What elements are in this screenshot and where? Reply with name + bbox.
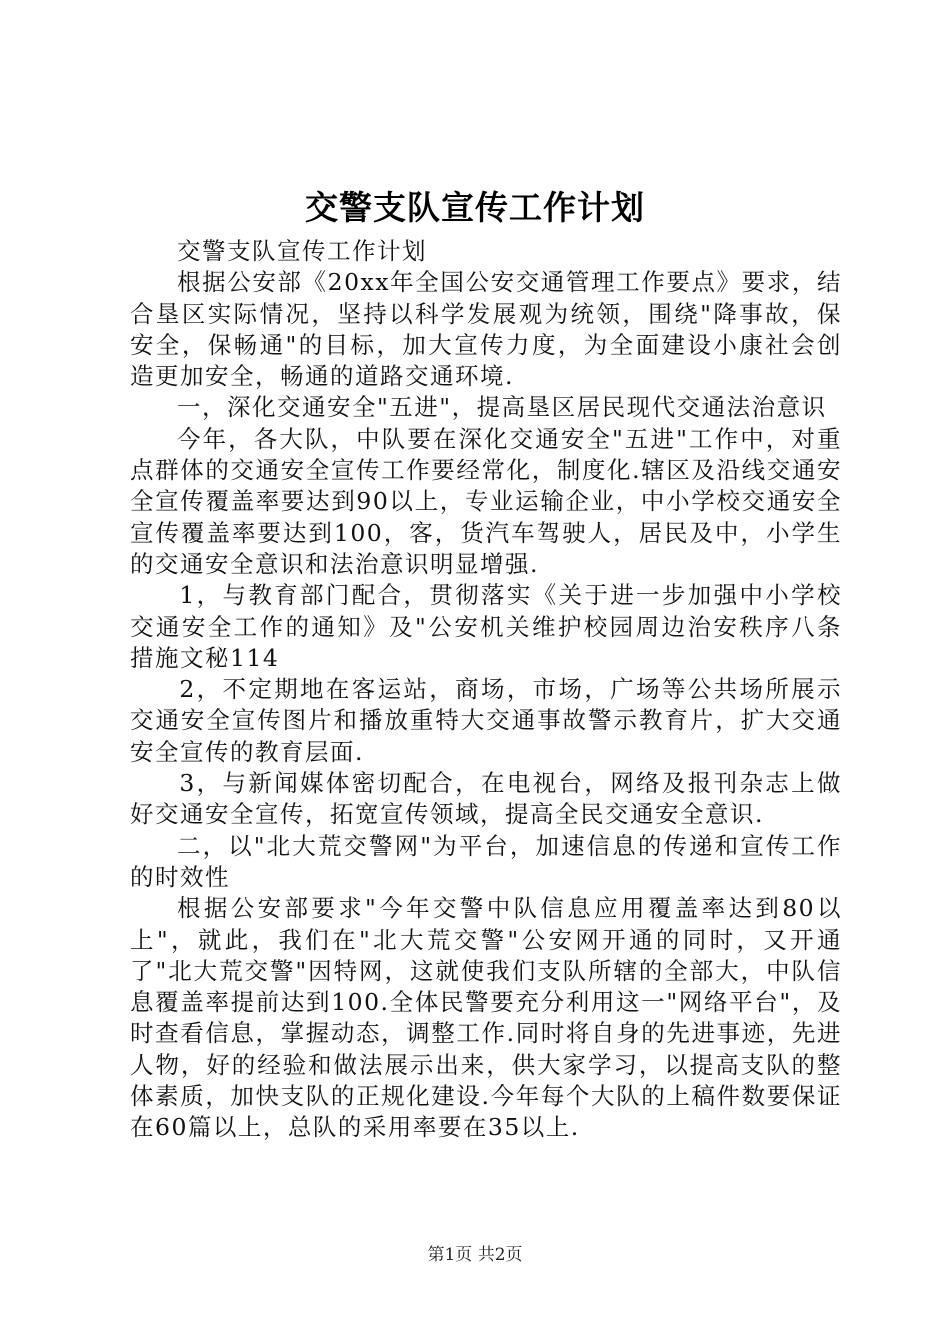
paragraph-section-1: 今年，各大队，中队要在深化交通安全"五进"工作中，对重点群体的交通安全宣传工作要经常化，制度化.辖区及沿线交通安全宣传覆盖率要达到90以上，专业运输企业，中小学校交通安全宣传覆盖率要达到100，客，货汽车驾驶人，居民及中，小学生的交通安全意识和法治意识明显增强. [130, 424, 842, 578]
paragraph-section-2: 根据公安部要求"今年交警中队信息应用覆盖率达到80以上"，就此，我们在"北大荒交警"公安网开通的同时，又开通了"北大荒交警"因特网，这就使我们支队所辖的全部大，中队信息覆盖率提前达到100.全体民警要充分利用这一"网络平台"，及时查看信息，掌握动态，调整工作.同时将自身的先进事迹，先进人物，好的经验和做法展示出来，供大家学习，以提高支队的整体素质，加快支队的正规化建设.今年每个大队的上稿件数要保证在60篇以上，总队的采用率要在35以上. [130, 894, 842, 1142]
page-footer: 第1页 共2页 [427, 1245, 523, 1265]
paragraph-subtitle: 交警支队宣传工作计划 [177, 237, 427, 265]
document-title: 交警支队宣传工作计划 [305, 188, 645, 227]
list-item-3: 3，与新闻媒体密切配合，在电视台，网络及报刊杂志上做好交通安全宣传，拓宽宣传领域，提高全民交通安全意识. [130, 769, 842, 829]
section-heading-2: 二，以"北大荒交警网"为平台，加速信息的传递和宣传工作的时效性 [130, 831, 842, 891]
list-item-1: 1，与教育部门配合，贯彻落实《关于进一步加强中小学校交通安全工作的通知》及"公安机关维护校园周边治安秩序八条措施文秘114 [130, 581, 842, 672]
paragraph-intro: 根据公安部《20xx年全国公安交通管理工作要点》要求，结合垦区实际情况，坚持以科学发展观为统领，围绕"降事故，保安全，保畅通"的目标，加大宣传力度，为全面建设小康社会创造更加安全，畅通的道路交通环境. [130, 268, 842, 391]
document-body [130, 236, 842, 1144]
section-heading-1: 一，深化交通安全"五进"，提高垦区居民现代交通法治意识 [177, 393, 827, 422]
list-item-2: 2，不定期地在客运站，商场，市场，广场等公共场所展示交通安全宣传图片和播放重特大交通事故警示教育片，扩大交通安全宣传的教育层面. [130, 675, 842, 766]
